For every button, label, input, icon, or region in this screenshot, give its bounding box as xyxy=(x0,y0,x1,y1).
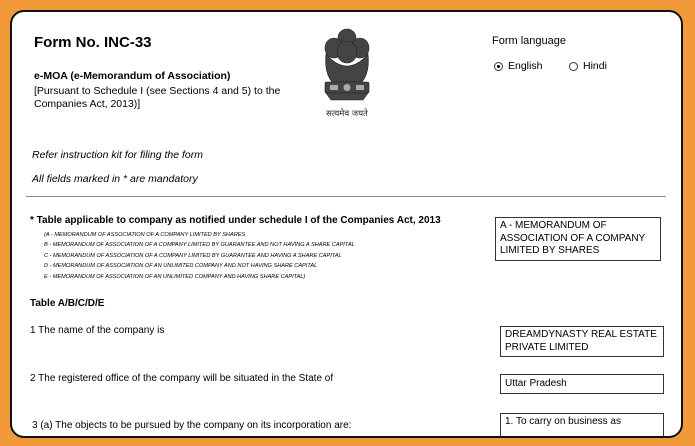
table-option-c: C - MEMORANDUM OF ASSOCIATION OF A COMPANY LIMITED BY GUARANTEE AND HAVING A SHARE CAPITAL xyxy=(44,252,342,259)
table-option-a: (A - MEMORANDUM OF ASSOCIATION OF A COMPANY LIMITED BY SHARES xyxy=(44,232,246,238)
registered-office-state-field[interactable]: Uttar Pradesh xyxy=(500,374,664,394)
form-subtitle: [Pursuant to Schedule I (see Sections 4 and 5) to the Companies Act, 2013)] xyxy=(34,85,281,110)
radio-unselected-icon xyxy=(569,62,578,71)
form-page xyxy=(10,10,683,438)
language-hindi-radio[interactable] xyxy=(569,60,607,72)
company-name-label: 1 The name of the company is xyxy=(30,325,165,336)
mandatory-fields-text: All fields marked in * are mandatory xyxy=(32,173,198,185)
table-options-list xyxy=(44,230,355,282)
table-option-e: E - MEMORANDUM OF ASSOCIATION OF AN UNLIMITED COMPANY AND HAVING SHARE CAPITAL) xyxy=(44,273,306,280)
emblem-motto: सत्यमेव जयते xyxy=(326,109,368,119)
company-objects-field[interactable]: 1. To carry on business as xyxy=(500,413,664,438)
language-hindi-label: Hindi xyxy=(583,60,607,72)
radio-selected-icon xyxy=(494,62,503,71)
section-divider xyxy=(26,196,666,197)
table-option-b: B - MEMORANDUM OF ASSOCIATION OF A COMPANY LIMITED BY GUARANTEE AND NOT HAVING A SHARE CAPITAL xyxy=(44,242,355,249)
table-option-d: D - MEMORANDUM OF ASSOCIATION OF AN UNLIMITED COMPANY AND NOT HAVING SHARE CAPITAL xyxy=(44,263,318,270)
company-name-field[interactable]: DREAMDYNASTY REAL ESTATE PRIVATE LIMITED xyxy=(500,326,664,357)
form-title: e-MOA (e-Memorandum of Association) xyxy=(34,70,231,82)
table-section-heading: Table A/B/C/D/E xyxy=(30,298,105,309)
company-objects-label: 3 (a) The objects to be pursued by the company on its incorporation are: xyxy=(32,420,352,431)
national-emblem xyxy=(312,24,382,124)
lion-capital-icon xyxy=(312,24,382,124)
table-applicable-heading: * Table applicable to company as notified under schedule I of the Companies Act, 2013 xyxy=(30,215,441,226)
table-applicable-select[interactable]: A - MEMORANDUM OF ASSOCIATION OF A COMPANY LIMITED BY SHARES xyxy=(495,217,661,261)
language-english-radio[interactable] xyxy=(494,60,542,72)
registered-office-state-label: 2 The registered office of the company will be situated in the State of xyxy=(30,373,334,384)
language-english-label: English xyxy=(508,60,543,72)
form-language-label: Form language xyxy=(492,35,566,47)
instruction-kit-text: Refer instruction kit for filing the form xyxy=(32,149,203,161)
form-number: Form No. INC-33 xyxy=(34,34,152,51)
